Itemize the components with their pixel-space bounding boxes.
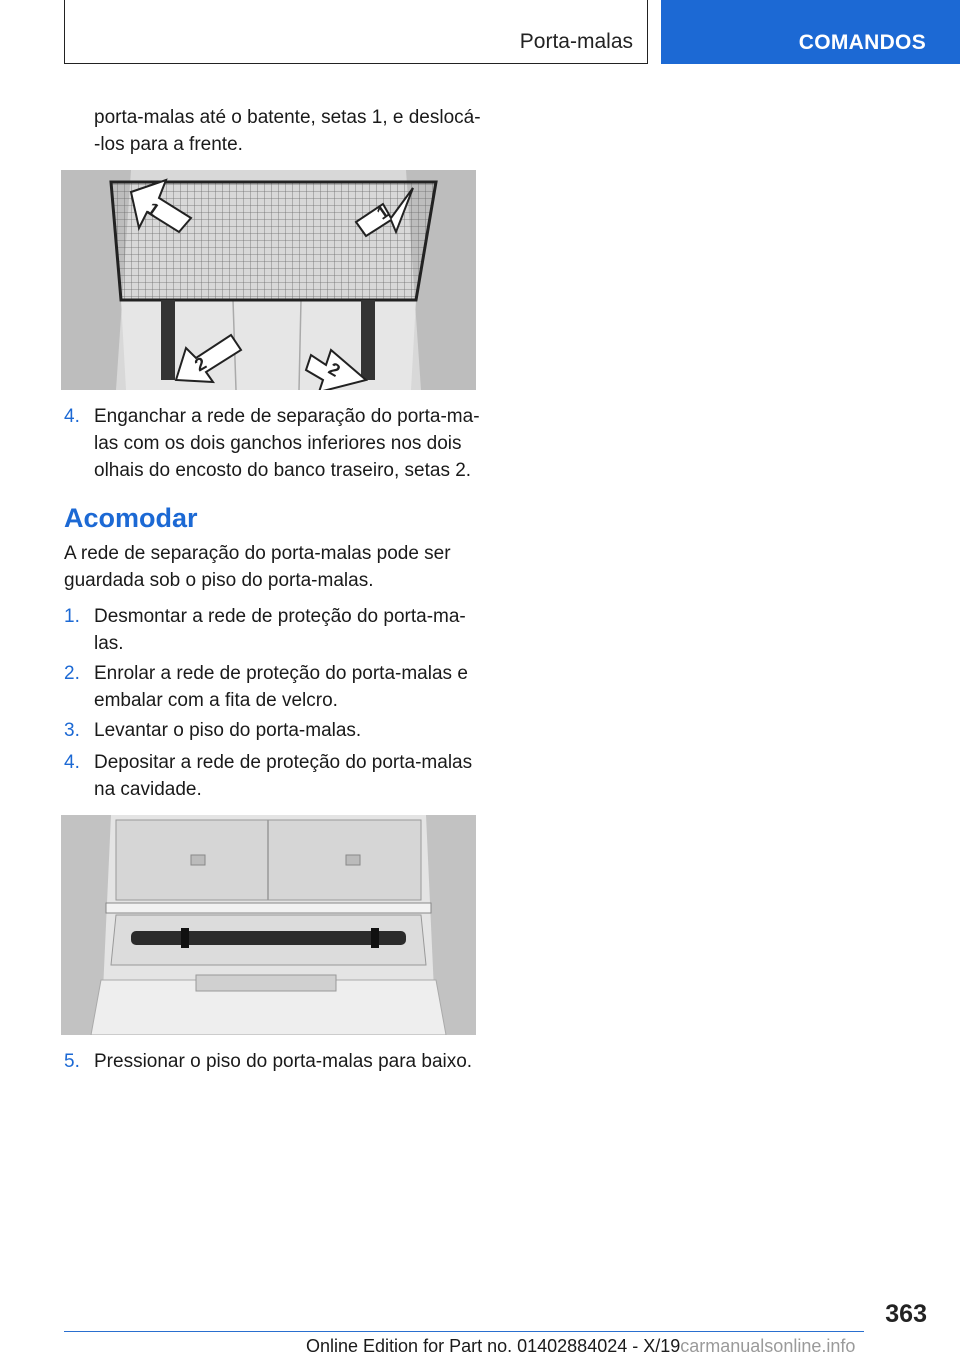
step-3-lift-floor (64, 717, 484, 744)
svg-text:2: 2 (325, 358, 344, 381)
cargo-floor-illustration (61, 815, 476, 1035)
header-section-box (661, 0, 960, 64)
step-text: Enganchar a rede de separação do porta-ma-las com os dois ganchos inferiores nos dois olhais do encosto do banco traseiro, setas 2. (94, 406, 480, 481)
svg-text:1: 1 (143, 198, 164, 221)
intro-paragraph: porta-malas até o batente, setas 1, e deslocá- -los para a frente. (94, 107, 481, 155)
section-heading: Acomodar (64, 503, 198, 533)
footer-edition (306, 1336, 855, 1357)
cargo-net-illustration (61, 170, 476, 390)
step-text: Pressionar o piso do porta-malas para baixo. (94, 1051, 473, 1072)
step-number: 3. (64, 720, 80, 741)
step-text: Desmontar a rede de proteção do porta-ma-las. (94, 606, 466, 654)
step-number: 5. (64, 1051, 80, 1072)
step-number: 1. (64, 606, 80, 627)
step-4-hook-net (64, 403, 484, 484)
step-4-store-net (64, 749, 484, 803)
chapter-title: Porta-malas (519, 30, 633, 53)
header-chapter-box (64, 0, 648, 64)
section-body: A rede de separação do porta-malas pode ser guardada sob o piso do porta-malas. (64, 543, 451, 591)
edition-text: Online Edition for Part no. 01402884024 - X/19 (306, 1336, 681, 1356)
step-number: 4. (64, 752, 80, 773)
svg-text:1: 1 (373, 201, 393, 224)
watermark-text: carmanualsonline.info (680, 1336, 856, 1356)
page-number: 363 (885, 1300, 927, 1328)
step-1-remove-net (64, 603, 484, 657)
step-text: Depositar a rede de proteção do porta-malas na cavidade. (94, 752, 473, 800)
cargo-floor-storage-figure (61, 815, 476, 1035)
section-label: COMANDOS (798, 31, 926, 54)
svg-text:2: 2 (191, 352, 210, 376)
cargo-net-installation-figure (61, 170, 476, 390)
footer-divider (64, 1331, 864, 1332)
step-2-roll-net (64, 660, 484, 714)
step-number: 4. (64, 406, 80, 427)
step-text: Levantar o piso do porta-malas. (94, 720, 362, 741)
step-5-press-floor (64, 1048, 484, 1075)
step-text: Enrolar a rede de proteção do porta-malas e embalar com a fita de velcro. (94, 663, 468, 711)
step-number: 2. (64, 663, 80, 684)
